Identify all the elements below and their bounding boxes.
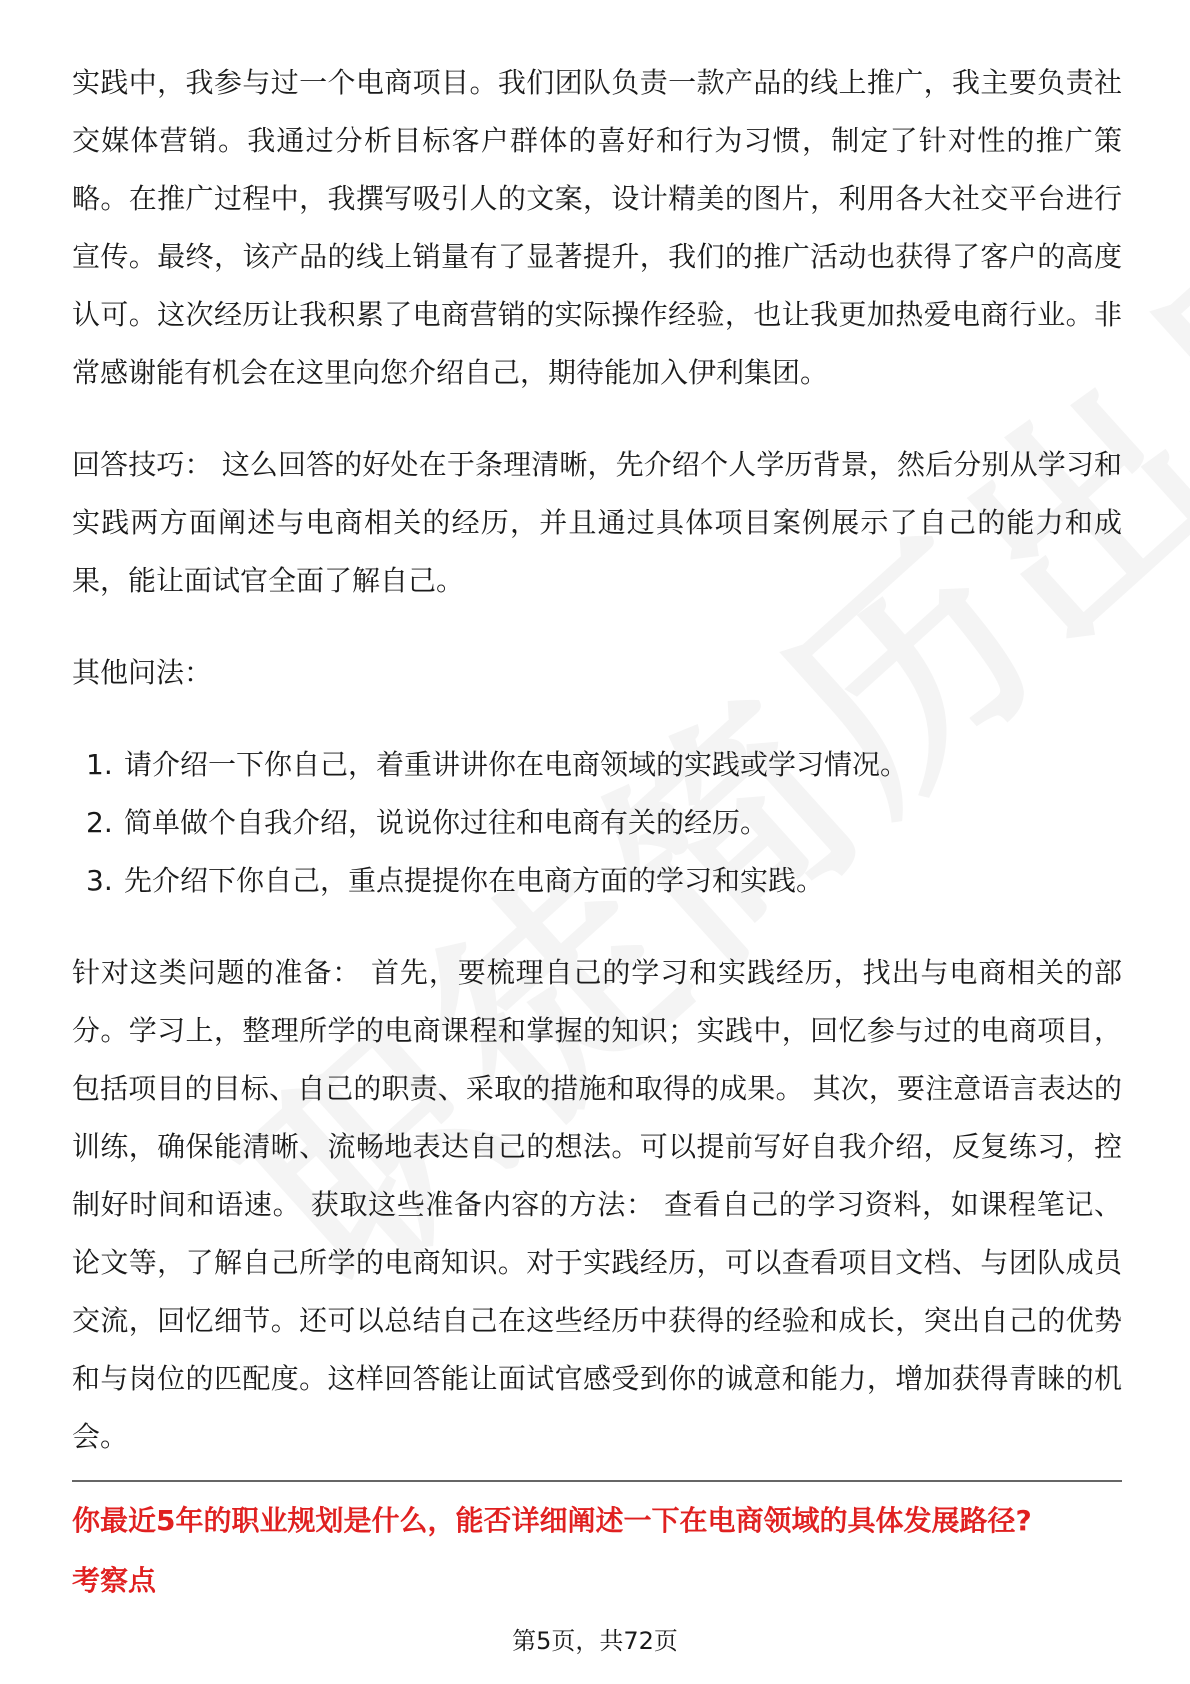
list-item-text: 简单做个自我介绍，说说你过往和电商有关的经历。 bbox=[124, 806, 769, 839]
other-questions-list bbox=[72, 736, 1122, 910]
list-item bbox=[72, 852, 1122, 910]
other-questions-label: 其他问法： bbox=[72, 656, 213, 689]
section-divider bbox=[72, 1480, 1122, 1482]
preparation-paragraph: 针对这类问题的准备： 首先，要梳理自己的学习和实践经历，找出与电商相关的部分。学习上，整理所学的电商课程和掌握的知识；实践中，回忆参与过的电商项目，包括项目的目标、自己的职责、采取的措施和取得的成果。 其次，要注意语言表达的训练，确保能清晰、流畅地表达自己的想法。可以提前写好自我介绍，反复练习，控制好时间和语速。 获取这些准备内容的方法： 查看自己的学习资料，如课程笔记、论文等，了解自己所学的电商知识。对于实践经历，可以查看项目文档、与团队成员交流，回忆细节。还可以总结自己在这些经历中获得的经验和成长，突出自己的优势和与岗位的匹配度。这样回答能让面试官感受到你的诚意和能力，增加获得青睐的机会。 bbox=[72, 956, 1122, 1453]
list-item bbox=[72, 736, 1122, 794]
answer-tips-paragraph: 回答技巧： 这么回答的好处在于条理清晰，先介绍个人学历背景，然后分别从学习和实践两方面阐述与电商相关的经历，并且通过具体项目案例展示了自己的能力和成果，能让面试官全面了解自己。 bbox=[72, 448, 1122, 597]
next-question-title: 你最近5年的职业规划是什么，能否详细阐述一下在电商领域的具体发展路径? bbox=[72, 1504, 1032, 1537]
document-body bbox=[72, 54, 1122, 1466]
list-item bbox=[72, 794, 1122, 852]
list-number: 1. bbox=[86, 748, 113, 781]
practice-paragraph: 实践中，我参与过一个电商项目。我们团队负责一款产品的线上推广，我主要负责社交媒体营销。我通过分析目标客户群体的喜好和行为习惯，制定了针对性的推广策略。在推广过程中，我撰写吸引人的文案，设计精美的图片，利用各大社交平台进行宣传。最终，该产品的线上销量有了显著提升，我们的推广活动也获得了客户的高度认可。这次经历让我积累了电商营销的实际操作经验，也让我更加热爱电商行业。非常感谢能有机会在这里向您介绍自己，期待能加入伊利集团。 bbox=[72, 66, 1122, 389]
list-item-text: 先介绍下你自己，重点提提你在电商方面的学习和实践。 bbox=[124, 864, 825, 897]
page-number: 第5页，共72页 bbox=[512, 1627, 678, 1655]
list-number: 2. bbox=[86, 806, 113, 839]
list-item-text: 请介绍一下你自己，着重讲讲你在电商领域的实践或学习情况。 bbox=[124, 748, 909, 781]
list-number: 3. bbox=[86, 864, 113, 897]
next-question-subtitle: 考察点 bbox=[72, 1564, 157, 1597]
